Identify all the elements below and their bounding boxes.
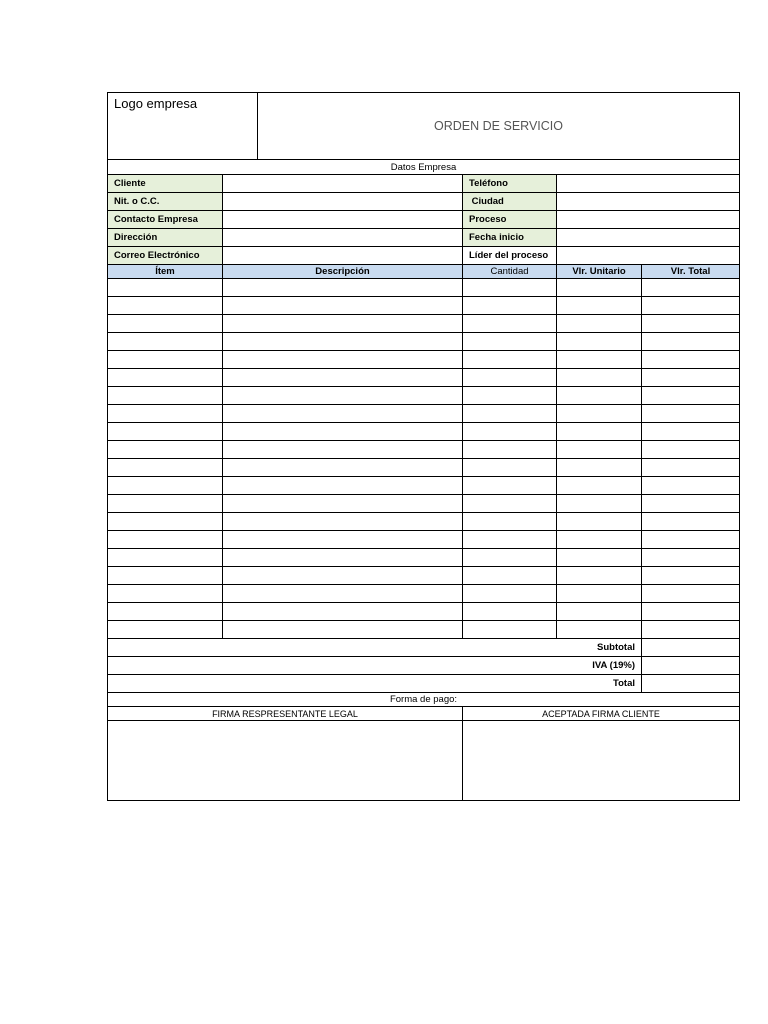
item-cell[interactable] [108, 531, 223, 549]
vlr-total-cell[interactable] [642, 531, 740, 549]
column-header-cantidad: Cantidad [463, 265, 557, 279]
item-cell[interactable] [108, 549, 223, 567]
cantidad-cell[interactable] [463, 495, 557, 513]
descripcion-cell[interactable] [223, 351, 463, 369]
vlr-total-cell[interactable] [642, 369, 740, 387]
column-header-descripcion: Descripción [223, 265, 463, 279]
column-header-item: Ítem [108, 265, 223, 279]
item-row [108, 495, 740, 513]
descripcion-cell[interactable] [223, 549, 463, 567]
subtotal-field[interactable] [642, 639, 740, 657]
info-row [108, 211, 740, 229]
item-row [108, 369, 740, 387]
cantidad-cell[interactable] [463, 477, 557, 495]
nit-field[interactable] [223, 193, 463, 211]
item-cell[interactable] [108, 387, 223, 405]
cantidad-cell[interactable] [463, 459, 557, 477]
item-row [108, 351, 740, 369]
descripcion-cell[interactable] [223, 585, 463, 603]
direccion-field[interactable] [223, 229, 463, 247]
cliente-label: Cliente [108, 175, 223, 193]
cantidad-cell[interactable] [463, 603, 557, 621]
item-row [108, 333, 740, 351]
vlr-unitario-cell[interactable] [557, 351, 642, 369]
vlr-unitario-cell[interactable] [557, 459, 642, 477]
vlr-total-cell[interactable] [642, 297, 740, 315]
cantidad-cell[interactable] [463, 423, 557, 441]
lider-proceso-label: Líder del proceso [463, 247, 557, 265]
item-cell[interactable] [108, 477, 223, 495]
cantidad-cell[interactable] [463, 315, 557, 333]
vlr-total-cell[interactable] [642, 333, 740, 351]
telefono-label: Teléfono [463, 175, 557, 193]
cantidad-cell[interactable] [463, 513, 557, 531]
item-row [108, 405, 740, 423]
telefono-field[interactable] [557, 175, 740, 193]
item-cell[interactable] [108, 441, 223, 459]
descripcion-cell[interactable] [223, 297, 463, 315]
descripcion-cell[interactable] [223, 441, 463, 459]
iva-label: IVA (19%) [108, 657, 642, 675]
forma-de-pago-field[interactable]: Forma de pago: [108, 693, 740, 707]
vlr-total-cell[interactable] [642, 351, 740, 369]
item-cell[interactable] [108, 351, 223, 369]
item-row [108, 477, 740, 495]
document-title: ORDEN DE SERVICIO [258, 93, 740, 160]
total-field[interactable] [642, 675, 740, 693]
vlr-total-cell[interactable] [642, 621, 740, 639]
contacto-empresa-label: Contacto Empresa [108, 211, 223, 229]
signatures-header-row [108, 707, 740, 721]
items-header-row [108, 265, 740, 279]
cantidad-cell[interactable] [463, 549, 557, 567]
service-order-sheet [107, 92, 739, 801]
vlr-total-cell[interactable] [642, 387, 740, 405]
signatures-body-row [108, 721, 740, 801]
correo-field[interactable] [223, 247, 463, 265]
item-cell[interactable] [108, 279, 223, 297]
vlr-unitario-cell[interactable] [557, 441, 642, 459]
ciudad-field[interactable] [557, 193, 740, 211]
item-cell[interactable] [108, 585, 223, 603]
logo-placeholder: Logo empresa [108, 93, 258, 160]
descripcion-cell[interactable] [223, 387, 463, 405]
item-row [108, 603, 740, 621]
item-row [108, 513, 740, 531]
cantidad-cell[interactable] [463, 387, 557, 405]
info-row [108, 175, 740, 193]
firma-representante-box[interactable] [108, 721, 463, 801]
descripcion-cell[interactable] [223, 495, 463, 513]
iva-row [108, 657, 740, 675]
proceso-label: Proceso [463, 211, 557, 229]
vlr-total-cell[interactable] [642, 405, 740, 423]
items-body [108, 279, 740, 639]
item-row [108, 531, 740, 549]
cantidad-cell[interactable] [463, 351, 557, 369]
vlr-total-cell[interactable] [642, 585, 740, 603]
vlr-total-cell[interactable] [642, 477, 740, 495]
fecha-inicio-field[interactable] [557, 229, 740, 247]
fecha-inicio-label: Fecha inicio [463, 229, 557, 247]
form-header [108, 93, 740, 160]
vlr-total-cell[interactable] [642, 423, 740, 441]
firma-cliente-label: ACEPTADA FIRMA CLIENTE [463, 707, 740, 721]
vlr-unitario-cell[interactable] [557, 369, 642, 387]
cantidad-cell[interactable] [463, 441, 557, 459]
cantidad-cell[interactable] [463, 333, 557, 351]
forma-de-pago-row [108, 693, 740, 707]
cantidad-cell[interactable] [463, 531, 557, 549]
item-cell[interactable] [108, 333, 223, 351]
vlr-unitario-cell[interactable] [557, 549, 642, 567]
total-row [108, 675, 740, 693]
vlr-unitario-cell[interactable] [557, 495, 642, 513]
vlr-unitario-cell[interactable] [557, 333, 642, 351]
item-row [108, 315, 740, 333]
cantidad-cell[interactable] [463, 369, 557, 387]
descripcion-cell[interactable] [223, 333, 463, 351]
lider-proceso-field[interactable] [557, 247, 740, 265]
vlr-unitario-cell[interactable] [557, 297, 642, 315]
cantidad-cell[interactable] [463, 567, 557, 585]
vlr-unitario-cell[interactable] [557, 387, 642, 405]
descripcion-cell[interactable] [223, 405, 463, 423]
item-row [108, 621, 740, 639]
item-cell[interactable] [108, 513, 223, 531]
item-cell[interactable] [108, 495, 223, 513]
item-cell[interactable] [108, 297, 223, 315]
vlr-total-cell[interactable] [642, 279, 740, 297]
vlr-total-cell[interactable] [642, 441, 740, 459]
vlr-unitario-cell[interactable] [557, 423, 642, 441]
vlr-unitario-cell[interactable] [557, 567, 642, 585]
vlr-total-cell[interactable] [642, 603, 740, 621]
vlr-unitario-cell[interactable] [557, 279, 642, 297]
item-row [108, 459, 740, 477]
vlr-unitario-cell[interactable] [557, 621, 642, 639]
item-row [108, 387, 740, 405]
direccion-label: Dirección [108, 229, 223, 247]
item-row [108, 423, 740, 441]
item-cell[interactable] [108, 621, 223, 639]
descripcion-cell[interactable] [223, 603, 463, 621]
service-order-form [107, 92, 740, 801]
vlr-unitario-cell[interactable] [557, 513, 642, 531]
item-row [108, 585, 740, 603]
vlr-unitario-cell[interactable] [557, 405, 642, 423]
info-row [108, 193, 740, 211]
vlr-unitario-cell[interactable] [557, 477, 642, 495]
item-row [108, 549, 740, 567]
vlr-total-cell[interactable] [642, 567, 740, 585]
cantidad-cell[interactable] [463, 297, 557, 315]
item-cell[interactable] [108, 459, 223, 477]
proceso-field[interactable] [557, 211, 740, 229]
total-label: Total [108, 675, 642, 693]
descripcion-cell[interactable] [223, 423, 463, 441]
column-header-vlr-unitario: Vlr. Unitario [557, 265, 642, 279]
item-row [108, 567, 740, 585]
vlr-unitario-cell[interactable] [557, 603, 642, 621]
descripcion-cell[interactable] [223, 279, 463, 297]
vlr-total-cell[interactable] [642, 549, 740, 567]
cantidad-cell[interactable] [463, 585, 557, 603]
vlr-total-cell[interactable] [642, 315, 740, 333]
item-cell[interactable] [108, 405, 223, 423]
item-row [108, 279, 740, 297]
nit-label: Nit. o C.C. [108, 193, 223, 211]
iva-field[interactable] [642, 657, 740, 675]
item-cell[interactable] [108, 315, 223, 333]
item-cell[interactable] [108, 603, 223, 621]
correo-label: Correo Electrónico [108, 247, 223, 265]
vlr-total-cell[interactable] [642, 459, 740, 477]
vlr-unitario-cell[interactable] [557, 531, 642, 549]
datos-empresa-row [108, 160, 740, 175]
vlr-unitario-cell[interactable] [557, 585, 642, 603]
contacto-empresa-field[interactable] [223, 211, 463, 229]
cliente-field[interactable] [223, 175, 463, 193]
descripcion-cell[interactable] [223, 459, 463, 477]
descripcion-cell[interactable] [223, 477, 463, 495]
cantidad-cell[interactable] [463, 621, 557, 639]
subtotal-label: Subtotal [108, 639, 642, 657]
descripcion-cell[interactable] [223, 531, 463, 549]
descripcion-cell[interactable] [223, 369, 463, 387]
vlr-total-cell[interactable] [642, 513, 740, 531]
item-cell[interactable] [108, 567, 223, 585]
datos-empresa-heading: Datos Empresa [108, 160, 740, 175]
ciudad-label: Ciudad [463, 193, 557, 211]
firma-cliente-box[interactable] [463, 721, 740, 801]
descripcion-cell[interactable] [223, 567, 463, 585]
descripcion-cell[interactable] [223, 513, 463, 531]
cantidad-cell[interactable] [463, 279, 557, 297]
column-header-vlr-total: Vlr. Total [642, 265, 740, 279]
item-cell[interactable] [108, 369, 223, 387]
vlr-total-cell[interactable] [642, 495, 740, 513]
vlr-unitario-cell[interactable] [557, 315, 642, 333]
cantidad-cell[interactable] [463, 405, 557, 423]
info-row [108, 229, 740, 247]
descripcion-cell[interactable] [223, 621, 463, 639]
item-row [108, 297, 740, 315]
item-cell[interactable] [108, 423, 223, 441]
firma-representante-label: FIRMA RESPRESENTANTE LEGAL [108, 707, 463, 721]
info-row [108, 247, 740, 265]
descripcion-cell[interactable] [223, 315, 463, 333]
item-row [108, 441, 740, 459]
subtotal-row [108, 639, 740, 657]
